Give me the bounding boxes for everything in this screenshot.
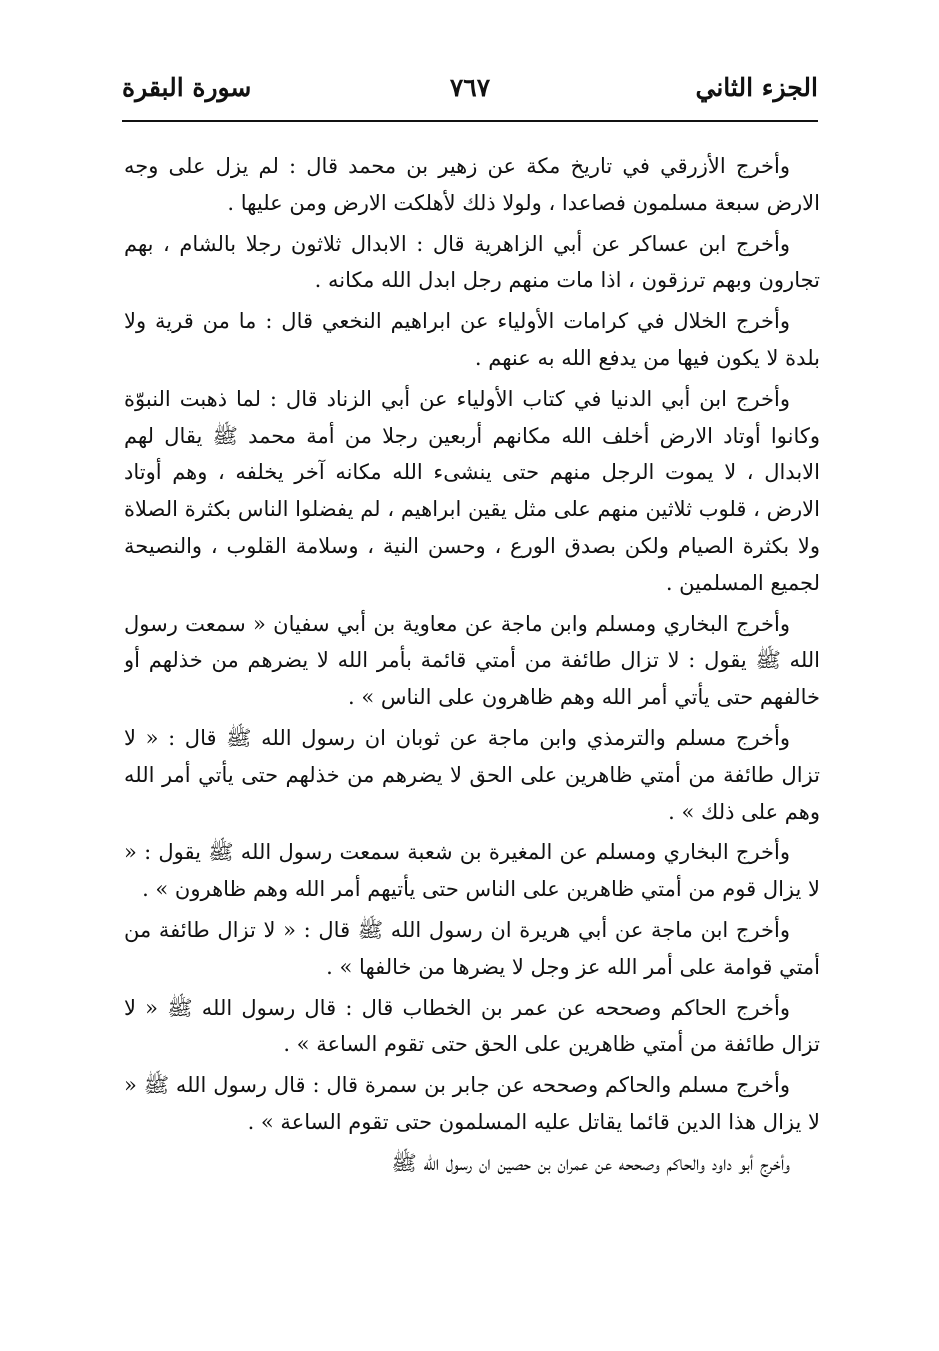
volume-label: الجزء الثاني: [695, 73, 818, 102]
paragraph: وأخرج البخاري ومسلم عن المغيرة بن شعبة سمعت رسول الله ﷺ يقول : « لا يزال قوم من أمتي ظاهرين على الناس حتى يأتيهم أمر الله وهم ظاهرون » .: [124, 840, 820, 902]
paragraph: وأخرج الحاكم وصححه عن عمر بن الخطاب قال : قال رسول الله ﷺ « لا تزال طائفة من أمتي ظاهرين على الحق حتى تقوم الساعة » .: [124, 995, 820, 1057]
paragraph: وأخرج أبو داود والحاكم وصححه عن عمران بن حصين ان رسول الله ﷺ: [391, 1150, 790, 1175]
paragraph: وأخرج ابن عساكر عن أبي الزاهرية قال : الابدال ثلاثون رجلا بالشام ، بهم تجارون وبهم ترزقون ، اذا مات منهم رجل ابدل الله مكانه .: [124, 231, 820, 293]
paragraph: وأخرج البخاري ومسلم وابن ماجة عن معاوية بن أبي سفيان « سمعت رسول الله ﷺ يقول : لا تزال طائفة من أمتي قائمة بأمر الله لا يضرهم من خذلهم أو خالفهم حتى يأتي أمر الله وهم ظاهرون على الناس » .: [124, 611, 820, 710]
page-header: [122, 68, 818, 108]
page-body: [124, 148, 820, 1308]
paragraph: وأخرج الخلال في كرامات الأولياء عن ابراهيم النخعي قال : ما من قرية ولا بلدة لا يكون فيها من يدفع الله به عنهم .: [124, 309, 820, 370]
paragraph: وأخرج ابن أبي الدنيا في كتاب الأولياء عن أبي الزناد قال : لما ذهبت النبوّة وكانوا أوتاد الارض أخلف الله مكانهم أربعين رجلا من أمة محمد ﷺ يقال لهم الابدال ، لا يموت الرجل منهم حتى ينشىء الله مكانه آخر يخلفه ، وهم أوتاد الارض ، قلوب ثلاثين منهم على مثل يقين ابراهيم ، لم يفضلوا الناس بكثرة الصلاة ولا بكثرة الصيام ولكن بصدق الورع ، وحسن النية ، وسلامة القلوب ، والنصيحة لجميع المسلمين .: [124, 386, 820, 595]
paragraph: وأخرج مسلم والترمذي وابن ماجة عن ثوبان ان رسول الله ﷺ قال : « لا تزال طائفة من أمتي ظاهرين على الحق لا يضرهم من خذلهم حتى يأتي أمر الله وهم على ذلك » .: [124, 725, 820, 824]
paragraph: وأخرج مسلم والحاكم وصححه عن جابر بن سمرة قال : قال رسول الله ﷺ « لا يزال هذا الدين قائما يقاتل عليه المسلمون حتى تقوم الساعة » .: [124, 1073, 820, 1134]
page-number: ٧٦٧: [449, 73, 491, 102]
paragraph: وأخرج ابن ماجة عن أبي هريرة ان رسول الله ﷺ قال : « لا تزال طائفة من أمتي قوامة على أمر الله عز وجل لا يضرها من خالفها » .: [124, 917, 820, 979]
surah-label: سورة البقرة: [122, 73, 252, 102]
header-divider: [122, 120, 818, 122]
paragraph: وأخرج الأزرقي في تاريخ مكة عن زهير بن محمد قال : لم يزل على وجه الارض سبعة مسلمون فصاعدا ، ولولا ذلك لأهلكت الارض ومن عليها .: [124, 154, 820, 215]
